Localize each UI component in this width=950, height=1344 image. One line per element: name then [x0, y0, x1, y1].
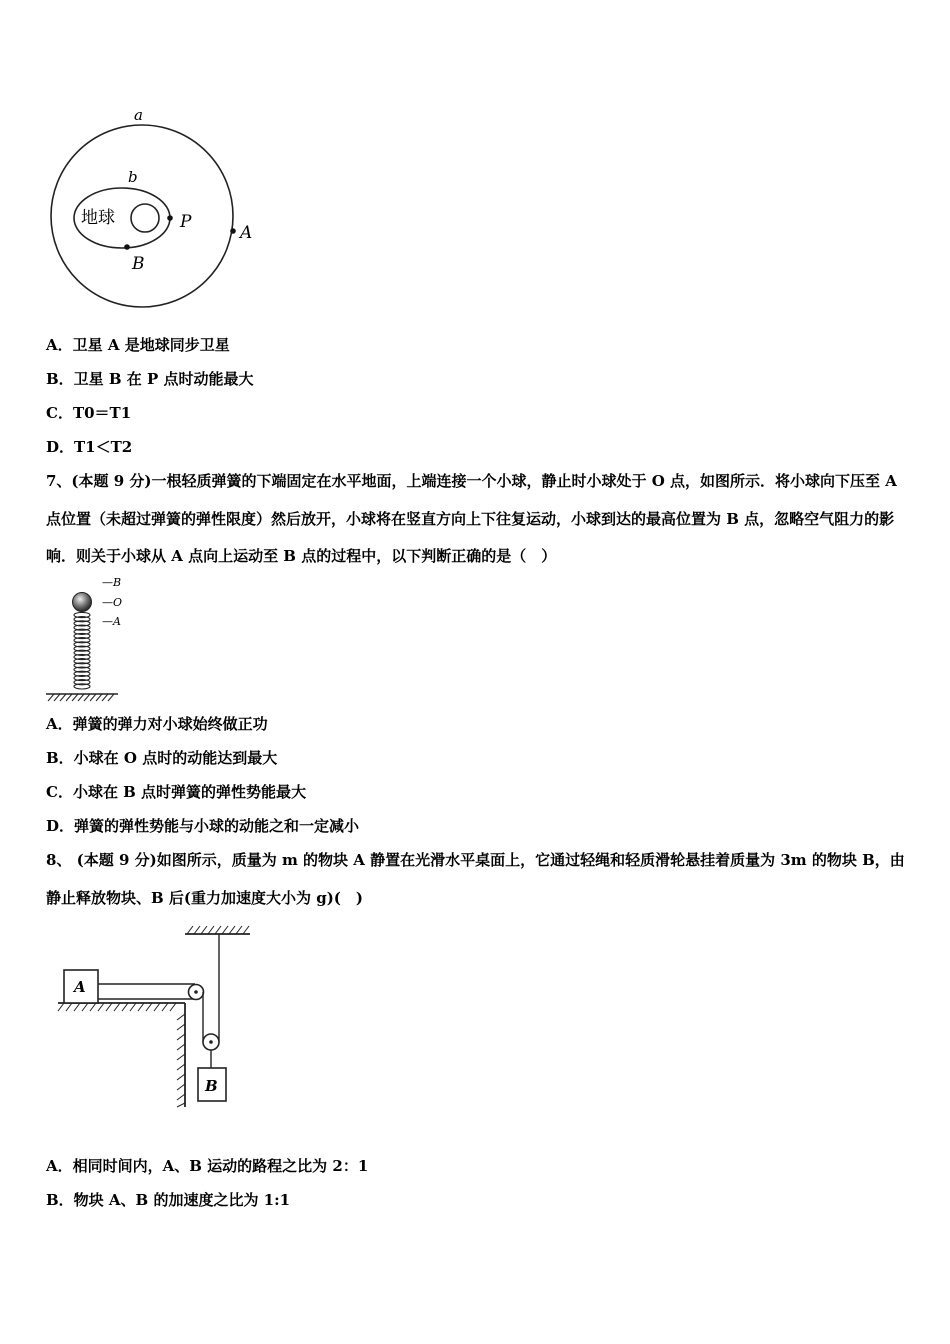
ground-hatch: [48, 694, 114, 701]
block-b-label: B: [205, 1077, 218, 1095]
ceiling-hatch: [187, 926, 249, 934]
q6-option-c: C．T0＝T1: [46, 404, 132, 422]
point-p-dot: [167, 215, 173, 221]
q8-stem: 8、 (本题 9 分)如图所示，质量为 m 的物块 A 静置在光滑水平桌面上，它通过轻绳和轻质滑轮悬挂着质量为 3m 的物块 B，由静止释放物块、B 后(重力加速度大小为 g)( ): [46, 851, 905, 907]
spring-label-b: —B: [102, 576, 122, 589]
table-hatch: [58, 1003, 185, 1107]
q7-option-b: B．小球在 O 点时的动能达到最大: [46, 749, 278, 767]
q6-option-b: B．卫星 B 在 P 点时动能最大: [46, 370, 254, 388]
orbit-a-circle: [51, 125, 233, 307]
q8-option-b: B．物块 A、B 的加速度之比为 1:1: [46, 1191, 291, 1209]
spring-label-o: —O: [102, 596, 123, 609]
earth-circle: [131, 204, 159, 232]
label-earth: 地球: [81, 208, 115, 228]
q6-option-d: D．T1＜T2: [46, 438, 133, 456]
orbit-figure: [40, 100, 270, 315]
q7-option-a: A．弹簧的弹力对小球始终做正功: [46, 715, 268, 733]
q7-stem: 7、(本题 9 分)一根轻质弹簧的下端固定在水平地面，上端连接一个小球，静止时小球处于 O 点，如图所示．将小球向下压至 A 点位置（未超过弹簧的弹性限度）然后放开，小球将在竖直方向上下往复运动，小球到达的最高位置为 B 点，忽略空气阻力的影响．则关于小球从 A 点向上运动至 B 点的过程中，以下判断正确的是（ ）: [46, 472, 897, 565]
label-orbit-a: a: [134, 106, 143, 124]
point-a-dot: [230, 228, 236, 234]
spring-coil: [74, 612, 90, 689]
label-point-a: A: [240, 223, 253, 243]
q7-option-d: D．弹簧的弹性势能与小球的动能之和一定减小: [46, 817, 360, 835]
q8-option-a: A．相同时间内，A、B 运动的路程之比为 2：1: [46, 1157, 369, 1175]
spring-figure: [40, 572, 150, 707]
point-b-dot: [124, 244, 130, 250]
moving-pulley-axle: [209, 1040, 213, 1044]
spring-label-a: —A: [102, 615, 121, 628]
q7-option-c: C．小球在 B 点时弹簧的弹性势能最大: [46, 783, 307, 801]
pulley-figure: [50, 920, 270, 1115]
label-point-b: B: [132, 254, 145, 274]
block-a-label: A: [74, 978, 86, 996]
q6-option-a: A．卫星 A 是地球同步卫星: [46, 336, 230, 354]
label-point-p: P: [180, 212, 192, 232]
ball: [73, 593, 92, 612]
label-orbit-b: b: [128, 168, 138, 186]
fixed-pulley-axle: [194, 990, 198, 994]
